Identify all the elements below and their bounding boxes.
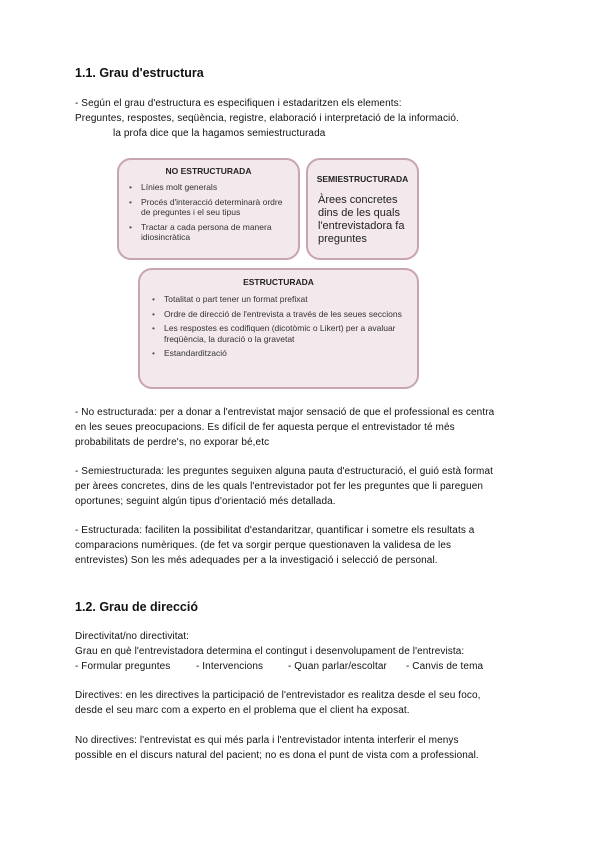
direction-list-item: - Formular preguntes: [75, 661, 171, 672]
direction-list-item: - Intervencions: [196, 661, 264, 672]
estructurada-title: ESTRUCTURADA: [243, 277, 314, 287]
paragraph-line: Directivitat/no directivitat:: [75, 631, 190, 642]
list-item: • Procés d'interacció determinarà ordre de preguntes i el seu tipus: [129, 197, 294, 218]
list-item: • Tractar a cada persona de manera idiosincràtica: [129, 222, 294, 243]
section-heading-structure: 1.1. Grau d'estructura: [75, 66, 204, 80]
no-estructurada-list: [129, 182, 294, 247]
section-heading-direction: 1.2. Grau de direcció: [75, 600, 198, 614]
paragraph-line: Grau en què l'entrevistadora determina el contingut i desenvolupament de l'entrevista:: [75, 646, 465, 657]
estructurada-box: [138, 268, 419, 389]
paragraph-line: No directives: l'entrevistat es qui més parla i l'entrevistador intenta interferir el menys: [75, 735, 459, 746]
semiestructurada-box: [306, 158, 419, 260]
paragraph-line: desde el seu marc com a experto en el problema que el client ha exposat.: [75, 705, 410, 716]
paragraph-line: - No estructurada: per a donar a l'entrevistat major sensació de que el professional es centra: [75, 407, 495, 418]
paragraph-line: probabilitats de perdre's, no exporar bé,etc: [75, 437, 270, 448]
intro-line: Preguntes, respostes, seqüència, registre, elaboració i interpretació de la informació.: [75, 113, 459, 124]
paragraph-line: entrevistes) Son les més adequades per a la investigació i selecció de personal.: [75, 555, 438, 566]
paragraph-line: en les seues preocupacions. Es difícil de fer aquesta perque el entrevistador té més: [75, 422, 455, 433]
list-item: • Totalitat o part tener un format prefixat: [152, 294, 410, 305]
paragraph-line: oportunes; seguint algún tipus d'orientació més detallada.: [75, 496, 336, 507]
note-line: la profa dice que la hagamos semiestructurada: [113, 128, 326, 139]
list-item: • Estandardització: [152, 348, 410, 359]
paragraph-line: - Semiestructurada: les preguntes seguixen alguna pauta d'estructuració, el guió està format: [75, 466, 494, 477]
list-item: • Les respostes es codifiquen (dicotòmic o Likert) per a avaluar freqüència, la duració o la gravetat: [152, 323, 410, 344]
paragraph-line: possible en el discurs natural del pacient; no es dona el punt de vista com a professional.: [75, 750, 479, 761]
paragraph-line: per àrees concretes, dins de les quals l'entrevistador pot fer les preguntes que li pareguen: [75, 481, 484, 492]
direction-list-item: - Quan parlar/escoltar: [288, 661, 387, 672]
intro-line: - Según el grau d'estructura es especifiquen i estadaritzen els elements:: [75, 98, 402, 109]
estructurada-list: [152, 294, 410, 363]
paragraph-line: - Estructurada: faciliten la possibilitat d'estandaritzar, quantificar i sometre els resultats a: [75, 525, 475, 536]
semiestructurada-title: SEMIESTRUCTURADA: [316, 174, 409, 184]
paragraph-line: Directives: en les directives la participació de l'entrevistador es realitza desde el seu foco,: [75, 690, 481, 701]
no-estructurada-box: [117, 158, 300, 260]
paragraph-line: comparacions numèriques. (de fet va sorgir perque questionaven la validesa de les: [75, 540, 452, 551]
list-item: • Línies molt generals: [129, 182, 294, 193]
list-item: • Ordre de direcció de l'entrevista a través de les seues seccions: [152, 309, 410, 320]
semiestructurada-text: Àrees concretes dins de les quals l'entrevistadora fa preguntes: [318, 194, 405, 245]
direction-list-item: - Canvis de tema: [406, 661, 484, 672]
no-estructurada-title: NO ESTRUCTURADA: [165, 166, 252, 176]
